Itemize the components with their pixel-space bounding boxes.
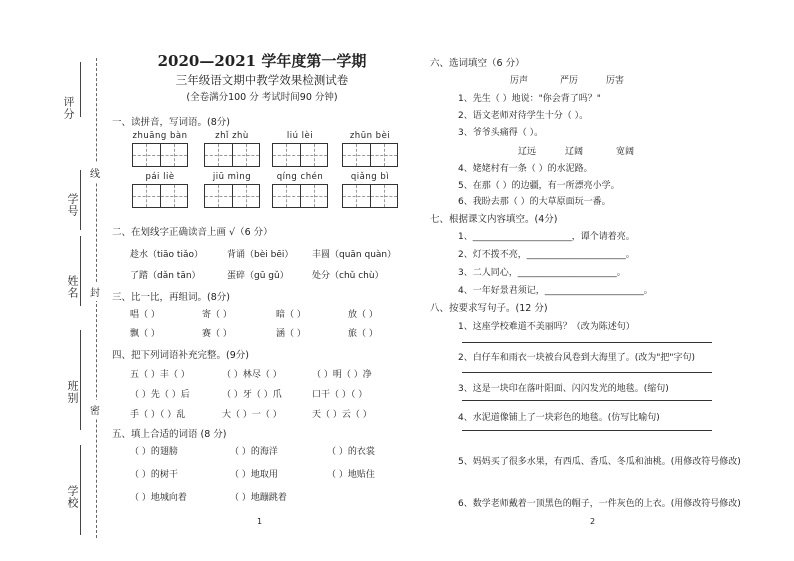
writing-grid[interactable] (132, 184, 188, 208)
writing-grid[interactable] (342, 184, 398, 208)
pinyin-item: jiū mìng (204, 172, 260, 208)
answer-line[interactable] (462, 400, 712, 401)
writing-grid[interactable] (204, 143, 260, 167)
sentence-task: 6、数学老师戴着一顶黑色的帽子，一件灰色的上衣。(用修改符号修改) (458, 499, 741, 509)
word-choice: 严厉 (560, 76, 579, 86)
writing-grid[interactable] (132, 143, 188, 167)
student-id-label: 学号 (66, 193, 79, 217)
compare-item[interactable]: 赛（ ） (202, 329, 232, 339)
class-label: 班别 (66, 380, 79, 404)
fill-blank-item[interactable]: 5、在那（ ）的边疆，有一所漂亮小学。 (458, 181, 620, 191)
school-label: 学校 (66, 485, 79, 509)
fill-word-item[interactable]: （ ）的海洋 (230, 447, 278, 457)
compare-item[interactable]: 旅（ ） (348, 329, 378, 339)
score-line (80, 62, 81, 117)
sentence-task: 4、水泥道像铺上了一块彩色的地毯。(仿写比喻句) (458, 413, 660, 423)
answer-line[interactable] (462, 372, 712, 373)
pinyin-item: zhǐ zhù (204, 131, 260, 167)
sentence-task: 5、妈妈买了很多水果，有西瓜、香瓜、冬瓜和油桃。(用修改符号修改) (458, 457, 741, 467)
name-label: 姓名 (66, 275, 79, 299)
recall-item[interactable]: 3、二人同心，______________________。 (458, 268, 626, 278)
answer-line[interactable] (462, 430, 712, 431)
name-line (80, 236, 81, 306)
pronunciation-item[interactable]: 了踏（dǎn tān） (130, 271, 201, 281)
compare-item[interactable]: 唱（ ） (130, 310, 160, 320)
fill-blank-item[interactable]: 4、姥姥村有一条（ ）的水泥路。 (458, 164, 593, 174)
word-choice: 宽阔 (616, 147, 635, 157)
page-number: 2 (590, 517, 596, 526)
section-1-heading: 一、读拼音，写词语。(8分) (112, 117, 230, 128)
word-choice: 辽阔 (565, 147, 584, 157)
idiom-item[interactable]: 手（ ）（ ）乱 (130, 410, 186, 420)
writing-grid[interactable] (204, 184, 260, 208)
page-two (430, 0, 780, 561)
compare-item[interactable]: 飘（ ） (130, 329, 160, 339)
section-3-heading: 三、比一比，再组词。(8分) (112, 292, 230, 303)
recall-item[interactable]: 4、一年好景君须记，______________________。 (458, 286, 653, 296)
seal-char-seal: 封 (90, 282, 100, 301)
fill-blank-item[interactable]: 1、先生（ ）地说："你会背了吗？" (458, 94, 601, 104)
section-2-heading: 二、在划线字正确读音上画 √（6 分） (112, 227, 273, 238)
pinyin-item: zhūn bèi (342, 131, 398, 167)
fill-word-item[interactable]: （ ）地取用 (230, 470, 278, 480)
section-6-heading: 六、选词填空（6 分） (430, 58, 525, 69)
sentence-task: 3、这是一块印在落叶阳面、闪闪发光的地毯。(缩句) (458, 384, 669, 394)
sentence-task: 1、这座学校难道不美丽吗？（改为陈述句） (458, 322, 635, 332)
writing-grid[interactable] (272, 143, 328, 167)
pinyin-item: zhuāng bàn (132, 131, 188, 167)
pinyin-item: liú lèi (272, 131, 328, 167)
score-label: 评分 (62, 96, 75, 120)
writing-grid[interactable] (342, 143, 398, 167)
idiom-item[interactable]: 口干（ ）（ ） (312, 390, 368, 400)
fill-word-item[interactable]: （ ）地城向着 (130, 493, 187, 503)
recall-item[interactable]: 2、灯不拨不亮，______________________。 (458, 250, 635, 260)
class-line (80, 330, 81, 430)
word-choice: 辽远 (518, 147, 537, 157)
page-one (112, 0, 412, 561)
fill-word-item[interactable]: （ ）的翅膀 (130, 447, 178, 457)
idiom-item[interactable]: （ ）牙（ ）爪 (222, 390, 282, 400)
pronunciation-item[interactable]: 处分（chǔ chù） (312, 271, 384, 281)
student-id-line (80, 170, 81, 230)
seal-char-line: 线 (90, 163, 100, 182)
school-line (80, 445, 81, 535)
section-4-heading: 四、把下列词语补充完整。(9分) (112, 350, 249, 361)
pronunciation-item[interactable]: 趁水（tiāo tiǎo） (130, 250, 203, 260)
idiom-item[interactable]: 大（ ）一（ ） (222, 410, 282, 420)
seal-char-secret: 密 (90, 400, 100, 419)
exam-title: 2020—2021 学年度第一学期 (157, 52, 367, 70)
compare-item[interactable]: 涵（ ） (276, 329, 306, 339)
idiom-item[interactable]: （ ）林尽（ ） (222, 370, 282, 380)
section-5-heading: 五、填上合适的词语 (8 分) (112, 429, 227, 440)
pronunciation-item[interactable]: 背诵（bèi bēi） (227, 250, 294, 260)
pronunciation-item[interactable]: 丰圆（quān quàn） (312, 250, 397, 260)
pinyin-item: qiǎng bì (342, 172, 398, 208)
compare-item[interactable]: 放（ ） (348, 310, 378, 320)
idiom-item[interactable]: （ ）明（ ）净 (312, 370, 372, 380)
idiom-item[interactable]: 天（ ）云（ ） (312, 410, 372, 420)
fill-blank-item[interactable]: 2、语文老师对待学生十分（ ）。 (458, 111, 589, 121)
page-number: 1 (257, 517, 263, 526)
pronunciation-item[interactable]: 蛋碎（gū gǔ） (227, 271, 289, 281)
word-choice: 厉害 (606, 76, 625, 86)
recall-item[interactable]: 1、______________________，谭个请着亮。 (458, 232, 635, 242)
compare-item[interactable]: 寄（ ） (202, 310, 232, 320)
idiom-item[interactable]: （ ）先（ ）后 (130, 390, 190, 400)
idiom-item[interactable]: 五（ ）丰（ ） (130, 370, 190, 380)
fill-blank-item[interactable]: 3、爷爷头痛得（ ）。 (458, 128, 544, 138)
fill-word-item[interactable]: （ ）地蹦跳着 (230, 493, 287, 503)
fill-word-item[interactable]: （ ）的衣裳 (327, 447, 375, 457)
writing-grid[interactable] (272, 184, 328, 208)
binding-strip (0, 0, 100, 561)
fill-word-item[interactable]: （ ）地贴住 (327, 470, 375, 480)
word-choice: 厉声 (510, 76, 529, 86)
sentence-task: 2、白仔车和雨衣一块被台风卷到大海里了。(改为"把"字句) (458, 353, 696, 363)
answer-line[interactable] (462, 342, 712, 343)
compare-item[interactable]: 暗（ ） (276, 310, 306, 320)
exam-subtitle: 三年级语文期中教学效果检测试卷 (175, 73, 349, 87)
fill-word-item[interactable]: （ ）的树干 (130, 470, 178, 480)
section-7-heading: 七、根据课文内容填空。(4分) (430, 214, 558, 225)
exam-meta: (全卷满分100 分 考试时间90 分钟) (186, 92, 338, 103)
fill-blank-item[interactable]: 6、我盼去那（ ）的大草原面玩一番。 (458, 197, 611, 207)
pinyin-item: qíng chén (272, 172, 328, 208)
section-8-heading: 八、按要求写句子。(12 分) (430, 303, 548, 314)
pinyin-item: pái liè (132, 172, 188, 208)
